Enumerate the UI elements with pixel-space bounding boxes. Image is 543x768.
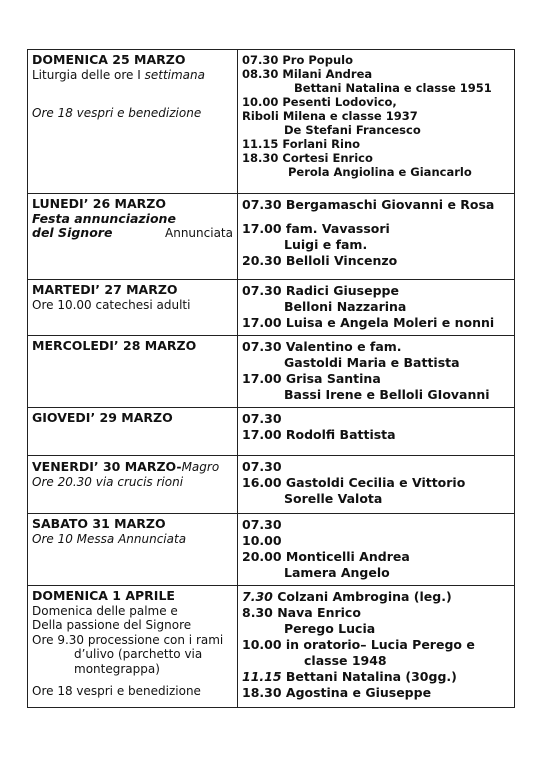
intention-line: 20.30 Belloli Vincenzo (242, 253, 398, 268)
feast-title: Festa annunciazione (32, 210, 176, 226)
day-note: Domenica delle palme e (32, 603, 178, 618)
intentions-cell (238, 194, 515, 280)
day-heading: MERCOLEDI’ 28 MARZO (32, 338, 197, 353)
intention-line: 16.00 Gastoldi Cecilia e Vittorio (242, 475, 466, 490)
intentions-cell (238, 456, 515, 514)
day-note: Ore 10.00 catechesi adulti (32, 297, 191, 312)
intention-line: Perego Lucia (284, 621, 376, 636)
table-row (28, 336, 515, 408)
intention-line: 20.00 Monticelli Andrea (242, 549, 410, 564)
day-heading: LUNEDI’ 26 MARZO (32, 196, 166, 211)
intention-line: 10.00 in oratorio– Lucia Perego e (242, 637, 475, 652)
day-cell (28, 194, 238, 280)
intentions-cell (238, 336, 515, 408)
day-note: Annunciata (165, 226, 233, 240)
day-note: Ore 20.30 via crucis rioni (32, 474, 184, 489)
intention-line: Riboli Milena e classe 1937 (242, 109, 418, 123)
mass-time: 7.30 (242, 589, 273, 604)
intention-line: Lamera Angelo (284, 565, 390, 580)
intentions-cell (238, 408, 515, 456)
intention-line: 17.00 Rodolfi Battista (242, 427, 396, 442)
day-note: Ore 18 vespri e benedizione (32, 684, 201, 698)
day-cell (28, 408, 238, 456)
intention-line: 10.00 (242, 533, 282, 548)
intention-line: 11.15 Forlani Rino (242, 137, 361, 151)
intention-line: 07.30 Valentino e fam. (242, 339, 402, 354)
intention-line: 07.30 (242, 459, 282, 474)
intention-line: 17.00 Grisa Santina (242, 371, 381, 386)
intention-line: Bassi Irene e Belloli GIovanni (284, 387, 490, 402)
intentions-cell (238, 514, 515, 586)
day-note: Ore 18 vespri e benedizione (32, 106, 202, 120)
intention-line: De Stefani Francesco (284, 123, 421, 137)
table-row (28, 50, 515, 194)
intention-line: 07.30 Radici Giuseppe (242, 283, 399, 298)
day-cell (28, 50, 238, 194)
intention-line: Perola Angiolina e Giancarlo (288, 165, 472, 179)
day-heading: MARTEDI’ 27 MARZO (32, 282, 178, 297)
intention-text: Colzani Ambrogina (leg.) (272, 589, 452, 604)
table-row (28, 194, 515, 280)
intention-line: 8.30 Nava Enrico (242, 605, 361, 620)
intention-text: Bettani Natalina (30gg.) (281, 669, 457, 684)
intention-line: Luigi e fam. (284, 237, 368, 252)
intention-line: 17.00 fam. Vavassori (242, 221, 390, 236)
intention-line: 17.00 Luisa e Angela Moleri e nonni (242, 315, 495, 330)
day-note: montegrappa) (74, 661, 160, 676)
intention-line: 18.30 Agostina e Giuseppe (242, 685, 432, 700)
day-cell (28, 586, 238, 708)
table-row (28, 514, 515, 586)
intentions-cell (238, 280, 515, 336)
day-cell (28, 280, 238, 336)
day-note: d’ulivo (parchetto via (74, 647, 203, 661)
liturgy-week: settimana (144, 67, 205, 82)
day-cell (28, 456, 238, 514)
mass-schedule-table (27, 49, 515, 708)
feast-title: del Signore (32, 225, 113, 240)
day-heading: SABATO 31 MARZO (32, 516, 166, 531)
table-row (28, 586, 515, 708)
day-note: Della passione del Signore (32, 618, 192, 632)
intentions-cell (238, 50, 515, 194)
mass-time: 11.15 (242, 669, 282, 684)
intention-line: 07.30 (242, 411, 282, 426)
day-cell (28, 336, 238, 408)
day-cell (28, 514, 238, 586)
day-heading: VENERDI’ 30 MARZO- (32, 459, 182, 474)
table-row (28, 456, 515, 514)
intention-line: 07.30 Bergamaschi Giovanni e Rosa (242, 197, 495, 212)
day-note: Ore 10 Messa Annunciata (32, 531, 187, 546)
day-heading: DOMENICA 25 MARZO (32, 52, 186, 67)
intention-line: Sorelle Valota (284, 491, 383, 506)
day-heading: GIOVEDI’ 29 MARZO (32, 410, 173, 425)
intention-line: classe 1948 (304, 653, 387, 668)
intention-line: Gastoldi Maria e Battista (284, 355, 460, 370)
day-heading-suffix: Magro (181, 460, 220, 474)
table-row (28, 408, 515, 456)
day-note: Ore 9.30 processione con i rami (32, 632, 224, 647)
intention-line: 07.30 Pro Populo (242, 53, 353, 67)
liturgy-label: Liturgia delle ore I (32, 67, 145, 82)
intention-line: Belloni Nazzarina (284, 299, 407, 314)
day-heading: DOMENICA 1 APRILE (32, 588, 175, 603)
table-row (28, 280, 515, 336)
intention-line: 08.30 Milani Andrea (242, 67, 373, 81)
intention-line: Bettani Natalina e classe 1951 (294, 81, 492, 95)
intentions-cell (238, 586, 515, 708)
intention-line: 10.00 Pesenti Lodovico, (242, 95, 397, 109)
intention-line: 07.30 (242, 517, 282, 532)
intention-line: 18.30 Cortesi Enrico (242, 151, 373, 165)
